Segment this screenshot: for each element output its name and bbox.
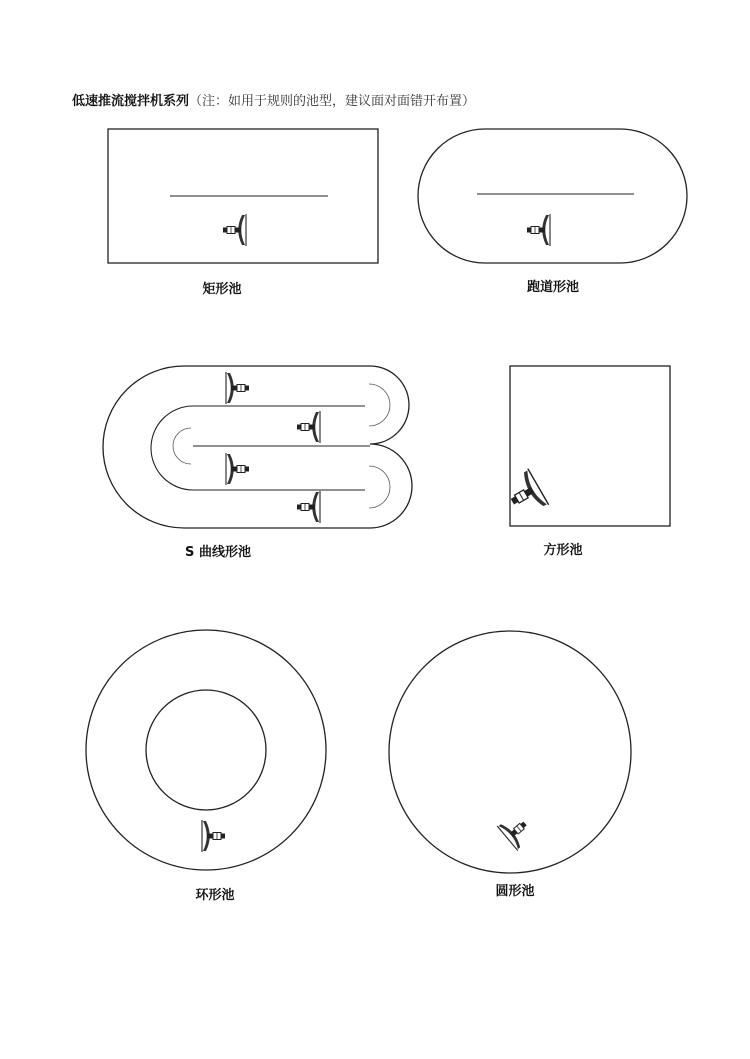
heading-title: 低速推流搅拌机系列 xyxy=(72,94,190,109)
heading-note: （注：如用于规则的池型，建议面对面错开布置） xyxy=(189,94,476,109)
mixer-icon xyxy=(527,214,550,246)
mixer-icon xyxy=(202,820,225,852)
mixer-icon xyxy=(226,453,249,485)
mixer-icon xyxy=(497,811,535,850)
caption-circular: 圆形池 xyxy=(495,884,535,899)
pool-racetrack xyxy=(418,129,687,263)
pool-rectangular xyxy=(108,129,378,263)
caption-s-curve: S 曲线形池 xyxy=(185,545,251,560)
caption-rectangular: 矩形池 xyxy=(202,282,242,297)
mixer-icon xyxy=(502,469,549,520)
pool-s-curve xyxy=(103,366,412,528)
caption-racetrack: 跑道形池 xyxy=(526,280,580,295)
pool-circular xyxy=(389,631,631,873)
mixer-icon xyxy=(223,214,246,246)
mixer-icon xyxy=(297,411,320,443)
caption-square: 方形池 xyxy=(543,543,583,558)
mixer-icon xyxy=(226,372,249,404)
mixer-icon xyxy=(297,491,320,523)
caption-annular: 环形池 xyxy=(195,888,235,903)
pool-annular xyxy=(86,630,326,870)
pool-square xyxy=(502,366,670,526)
